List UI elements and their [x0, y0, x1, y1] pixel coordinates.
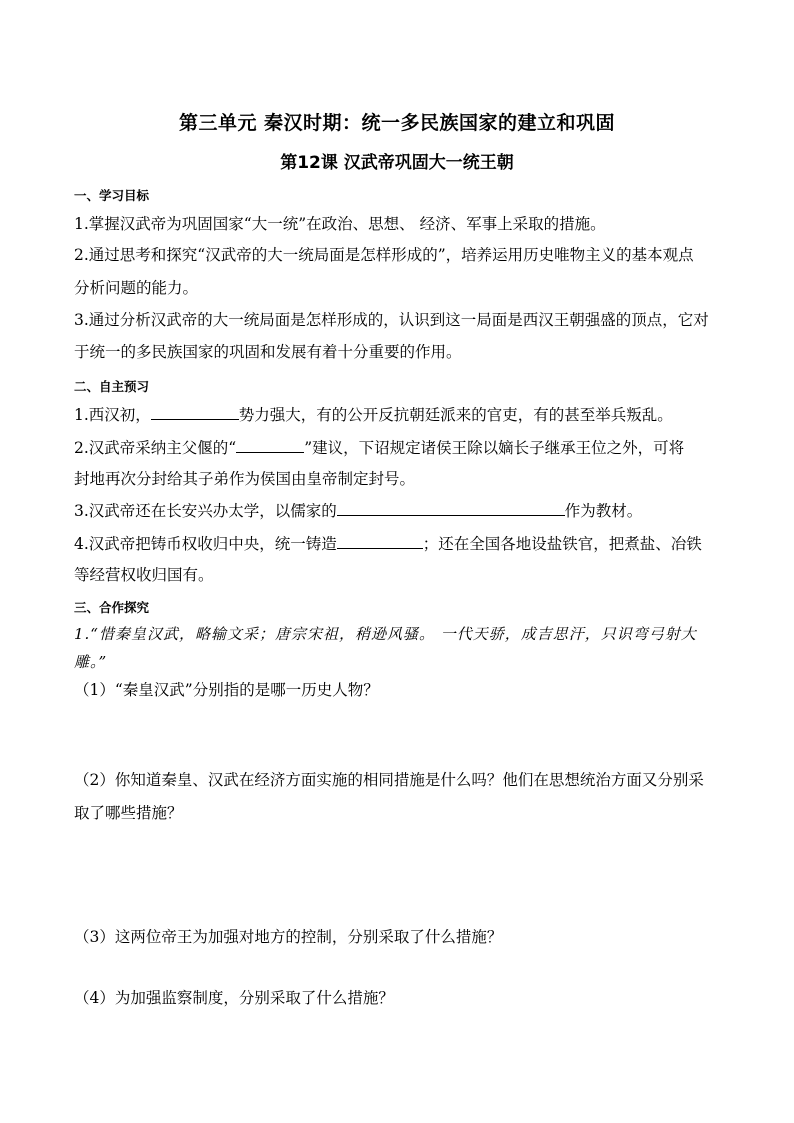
explore-question-2: （2）你知道秦皇、汉武在经济方面实施的相同措施是什么吗？他们在思想统治方面又分别采 — [74, 771, 704, 789]
q3-answer-blank[interactable] — [337, 500, 565, 516]
q2-answer-blank[interactable] — [236, 437, 304, 453]
q4-answer-blank[interactable] — [337, 533, 423, 549]
lesson-title: 第12课 汉武帝巩固大一统王朝 — [280, 153, 514, 173]
q4-text-before: 4.汉武帝把铸币权收归中央，统一铸造 — [74, 535, 337, 553]
objective-3: 3.通过分析汉武帝的大一统局面是怎样形成的，认识到这一局面是西汉王朝强盛的顶点，它对 — [74, 311, 709, 329]
preview-question-2 — [74, 437, 684, 458]
preview-question-3 — [74, 500, 642, 521]
preview-question-1 — [74, 404, 673, 425]
preview-question-4 — [74, 533, 702, 554]
q1-text-after: 势力强大，有的公开反抗朝廷派来的官吏，有的甚至举兵叛乱。 — [238, 406, 673, 424]
explore-question-4: （4）为加强监察制度，分别采取了什么措施？ — [74, 989, 394, 1007]
objective-3-cont: 于统一的多民族国家的巩固和发展有着十分重要的作用。 — [74, 343, 462, 361]
unit-title: 第三单元 秦汉时期：统一多民族国家的建立和巩固 — [178, 112, 616, 134]
objective-1: 1.掌握汉武帝为巩固国家“大一统”在政治、思想、 经济、军事上采取的措施。 — [74, 215, 606, 233]
section-heading-explore: 三、合作探究 — [74, 600, 150, 615]
explore-question-2-cont: 取了哪些措施？ — [74, 804, 183, 822]
q2-text-after: ”建议，下诏规定诸侯王除以嫡长子继承王位之外，可将 — [304, 439, 685, 457]
q2-text-before: 2.汉武帝采纳主父偃的“ — [74, 439, 237, 457]
q3-text-after: 作为教材。 — [564, 502, 643, 520]
poem-quote-cont: 雕。” — [74, 653, 108, 671]
objective-2: 2.通过思考和探究“汉武帝的大一统局面是怎样形成的”，培养运用历史唯物主义的基本观点 — [74, 246, 694, 264]
q1-answer-blank[interactable] — [151, 404, 239, 420]
section-heading-preview: 二、自主预习 — [74, 379, 150, 394]
q1-text-before: 1.西汉初， — [74, 406, 151, 424]
objective-2-cont: 分析问题的能力。 — [74, 279, 199, 297]
q3-text-before: 3.汉武帝还在长安兴办太学，以儒家的 — [74, 502, 337, 520]
preview-question-4-cont: 等经营权收归国有。 — [74, 566, 214, 584]
poem-quote: 1.“惜秦皇汉武，略输文采；唐宗宋祖，稍逊风骚。 一代天骄，成吉思汗，只识弯弓射大 — [74, 625, 697, 643]
q4-text-after: ；还在全国各地设盐铁官，把煮盐、冶铁 — [422, 535, 702, 553]
preview-question-2-cont: 封地再次分封给其子弟作为侯国由皇帝制定封号。 — [74, 470, 416, 488]
explore-question-3: （3）这两位帝王为加强对地方的控制，分别采取了什么措施？ — [74, 928, 503, 946]
explore-question-1: （1）“秦皇汉武”分别指的是哪一历史人物？ — [74, 681, 379, 699]
section-heading-objectives: 一、学习目标 — [74, 188, 150, 203]
